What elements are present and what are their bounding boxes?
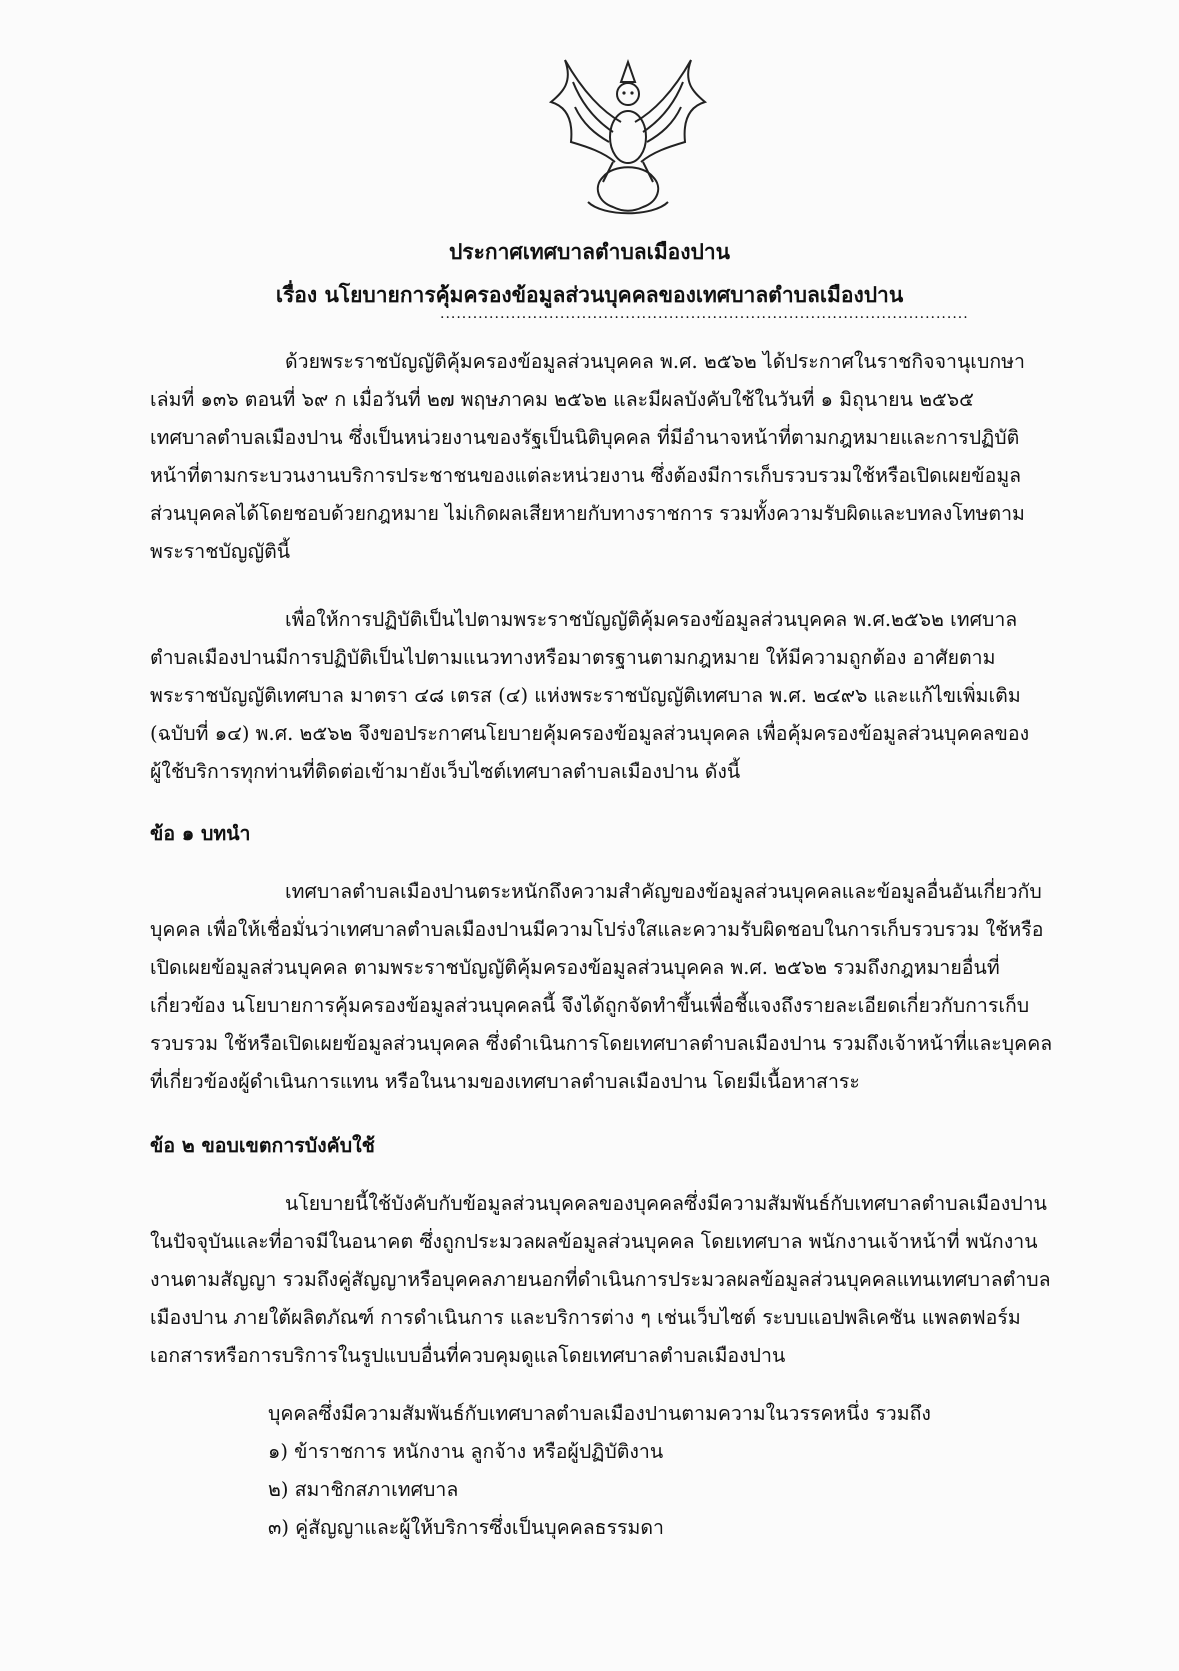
paragraph-line: เทศบาลตำบลเมืองปาน ซึ่งเป็นหน่วยงานของรัฐเป็นนิติบุคคล ที่มีอำนาจหน้าที่ตามกฎหมายและการปฏิบัติ xyxy=(150,426,1020,449)
separator-line: ................................................................................................. xyxy=(440,306,969,322)
paragraph-line: พระราชบัญญัติเทศบาล มาตรา ๔๘ เตรส (๔) แห่งพระราชบัญญัติเทศบาล พ.ศ. ๒๔๙๖ และแก้ไขเพิ่มเติม xyxy=(150,684,1021,707)
paragraph-line: (ฉบับที่ ๑๔) พ.ศ. ๒๕๖๒ จึงขอประกาศนโยบายคุ้มครองข้อมูลส่วนบุคคล เพื่อคุ้มครองข้อมูลส่วนบุคคลของ xyxy=(150,722,1030,745)
paragraph-line: เกี่ยวข้อง นโยบายการคุ้มครองข้อมูลส่วนบุคคลนี้ จึงได้ถูกจัดทำขึ้นเพื่อชี้แจงถึงรายละเอียดเกี่ยวกับการเก็บ xyxy=(150,994,1030,1017)
paragraph-line: รวบรวม ใช้หรือเปิดเผยข้อมูลส่วนบุคคล ซึ่งดำเนินการโดยเทศบาลตำบลเมืองปาน รวมถึงเจ้าหน้าที่และบุคคล xyxy=(150,1032,1053,1055)
paragraph-line: เอกสารหรือการบริการในรูปแบบอื่นที่ควบคุมดูแลโดยเทศบาลตำบลเมืองปาน xyxy=(150,1344,786,1367)
paragraph-line: เล่มที่ ๑๓๖ ตอนที่ ๖๙ ก เมื่อวันที่ ๒๗ พฤษภาคม ๒๕๖๒ และมีผลบังคับใช้ในวันที่ ๑ มิถุนายน ๒๕๖๕ xyxy=(150,388,974,411)
paragraph-line: พระราชบัญญัตินี้ xyxy=(150,540,291,563)
paragraph-line: เปิดเผยข้อมูลส่วนบุคคล ตามพระราชบัญญัติคุ้มครองข้อมูลส่วนบุคคล พ.ศ. ๒๕๖๒ รวมถึงกฎหมายอื่นที่ xyxy=(150,956,1000,979)
paragraph-line: ที่เกี่ยวข้องผู้ดำเนินการแทน หรือในนามของเทศบาลตำบลเมืองปาน โดยมีเนื้อหาสาระ xyxy=(150,1070,860,1093)
paragraph-line: นโยบายนี้ใช้บังคับกับข้อมูลส่วนบุคคลของบุคคลซึ่งมีความสัมพันธ์กับเทศบาลตำบลเมืองปาน xyxy=(285,1192,1047,1215)
paragraph-line: เมืองปาน ภายใต้ผลิตภัณฑ์ การดำเนินการ และบริการต่าง ๆ เช่นเว็บไซต์ ระบบแอปพลิเคชัน แพลตฟอร์ม xyxy=(150,1306,1021,1329)
garuda-emblem-icon xyxy=(543,52,713,224)
paragraph-line: ตำบลเมืองปานมีการปฏิบัติเป็นไปตามแนวทางหรือมาตรฐานตามกฎหมาย ให้มีความถูกต้อง อาศัยตาม xyxy=(150,646,996,669)
paragraph-line: งานตามสัญญา รวมถึงคู่สัญญาหรือบุคคลภายนอกที่ดำเนินการประมวลผลข้อมูลส่วนบุคคลแทนเทศบาลตำบล xyxy=(150,1268,1051,1291)
list-item: ๓) คู่สัญญาและผู้ให้บริการซึ่งเป็นบุคคลธรรมดา xyxy=(268,1516,664,1539)
section-heading: ข้อ ๑ บทนำ xyxy=(150,822,251,845)
paragraph-line: หน้าที่ตามกระบวนงานบริการประชาชนของแต่ละหน่วยงาน ซึ่งต้องมีการเก็บรวบรวมใช้หรือเปิดเผยข้อมูล xyxy=(150,464,1022,487)
paragraph-line: เทศบาลตำบลเมืองปานตระหนักถึงความสำคัญของข้อมูลส่วนบุคคลและข้อมูลอื่นอันเกี่ยวกับ xyxy=(285,880,1042,903)
paragraph-line: บุคคล เพื่อให้เชื่อมั่นว่าเทศบาลตำบลเมืองปานมีความโปร่งใสและความรับผิดชอบในการเก็บรวบรวม ใช้หรือ xyxy=(150,918,1044,941)
paragraph-line: ในปัจจุบันและที่อาจมีในอนาคต ซึ่งถูกประมวลผลข้อมูลส่วนบุคคล โดยเทศบาล พนักงานเจ้าหน้าที่ พนักงาน xyxy=(150,1230,1038,1253)
paragraph-line: ด้วยพระราชบัญญัติคุ้มครองข้อมูลส่วนบุคคล พ.ศ. ๒๕๖๒ ได้ประกาศในราชกิจจานุเบกษา xyxy=(285,350,1025,373)
section-heading: ข้อ ๒ ขอบเขตการบังคับใช้ xyxy=(150,1134,375,1157)
paragraph-line: ผู้ใช้บริการทุกท่านที่ติดต่อเข้ามายังเว็บไซต์เทศบาลตำบลเมืองปาน ดังนี้ xyxy=(150,760,741,783)
list-item: ๑) ข้าราชการ หนักงาน ลูกจ้าง หรือผู้ปฏิบัติงาน xyxy=(268,1440,664,1463)
list-item: ๒) สมาชิกสภาเทศบาล xyxy=(268,1478,459,1501)
announcement-subject: เรื่อง นโยบายการคุ้มครองข้อมูลส่วนบุคคลของเทศบาลตำบลเมืองปาน xyxy=(275,282,904,307)
paragraph-line: ส่วนบุคคลได้โดยชอบด้วยกฎหมาย ไม่เกิดผลเสียหายกับทางราชการ รวมทั้งความรับผิดและบทลงโทษตาม xyxy=(150,502,1025,525)
list-intro: บุคคลซึ่งมีความสัมพันธ์กับเทศบาลตำบลเมืองปานตามความในวรรคหนึ่ง รวมถึง xyxy=(268,1402,931,1425)
paragraph-line: เพื่อให้การปฏิบัติเป็นไปตามพระราชบัญญัติคุ้มครองข้อมูลส่วนบุคคล พ.ศ.๒๕๖๒ เทศบาล xyxy=(285,608,1018,631)
announcement-title: ประกาศเทศบาลตำบลเมืองปาน xyxy=(448,239,731,264)
